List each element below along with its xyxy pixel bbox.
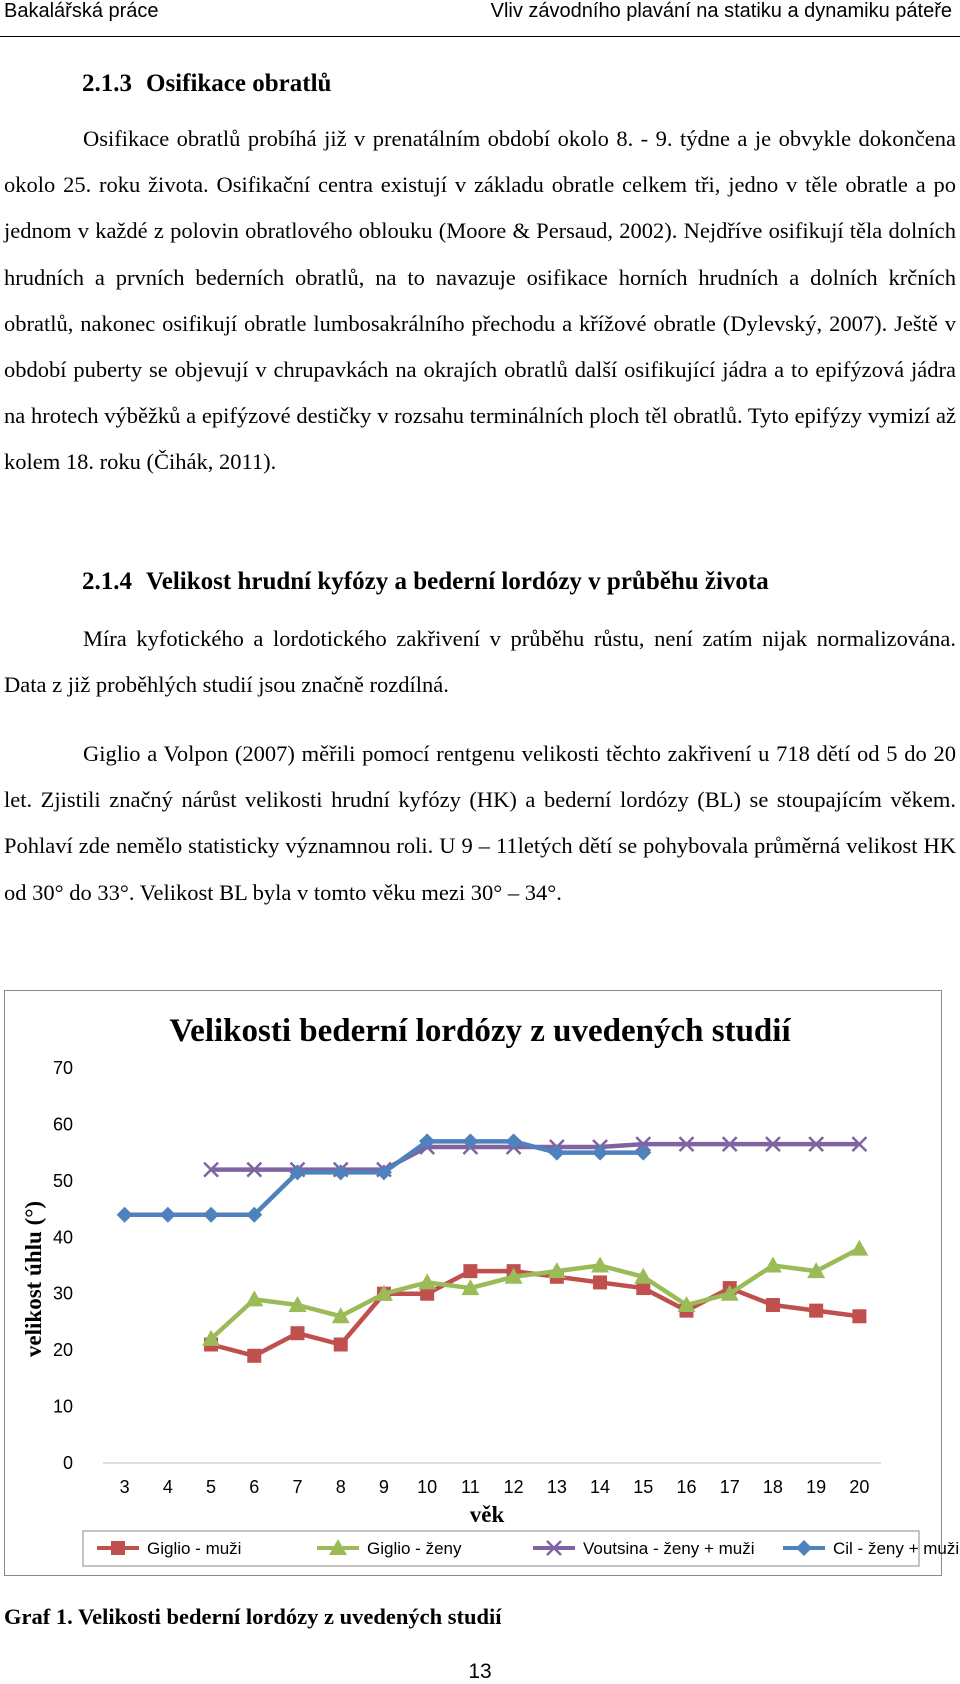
series-giglio-mu-i <box>204 1264 866 1363</box>
data-point <box>766 1298 780 1312</box>
y-tick-label: 30 <box>52 1283 73 1304</box>
x-tick-label: 8 <box>335 1477 346 1497</box>
y-tick-label: 60 <box>52 1114 73 1135</box>
legend-label: Giglio - ženy <box>367 1539 462 1558</box>
legend-label: Cil - ženy + muži <box>833 1539 960 1558</box>
data-point <box>333 1164 349 1180</box>
data-point <box>203 1207 219 1223</box>
legend-item <box>533 1539 755 1558</box>
x-tick-label: 14 <box>590 1477 611 1497</box>
chart-frame <box>4 990 960 1576</box>
y-axis-label: velikost úhlu (°) <box>21 1200 46 1358</box>
x-tick-label: 7 <box>292 1477 303 1497</box>
data-point <box>635 1145 651 1161</box>
header-left-title: Bakalářská práce <box>4 0 159 22</box>
data-point <box>334 1338 348 1352</box>
data-point <box>852 1309 866 1323</box>
lordosis-line-chart <box>5 991 960 1575</box>
y-tick-label: 40 <box>52 1227 73 1248</box>
section-number: 2.1.4 <box>82 568 132 595</box>
x-tick-label: 11 <box>461 1477 480 1497</box>
y-tick-label: 70 <box>52 1058 73 1078</box>
y-tick-label: 50 <box>52 1170 73 1191</box>
legend-item <box>783 1539 959 1558</box>
x-tick-label: 4 <box>162 1477 173 1497</box>
x-tick-label: 20 <box>849 1477 870 1497</box>
data-point <box>809 1304 823 1318</box>
x-tick-label: 6 <box>249 1477 260 1497</box>
data-point <box>291 1326 305 1340</box>
data-point <box>850 1240 868 1256</box>
section-2-1-3-paragraph: Osifikace obratlů probíhá již v prenatálním období okolo 8. - 9. týdne a je obvykle dokončena okolo 25. roku života. Osifikační centra existují v základu obratle celkem tři, jedno v těle obratle a po jednom v každé z polovin obratlového oblouku (Moore & Persaud, 2002). Nejdříve osifikují těla dolních hrudních a prvních bederních obratlů, na to navazuje osifikace horních hrudních a dolních krčních obratlů, nakonec osifikují obratle lumbosakrálního přechodu a křížové obratle (Dylevský, 2007). Ještě v období puberty se objevují v chrupavkách na okrajích obratlů další osifikující jádra a to epifýzová jádra na hrotech výběžků a epifýzové destičky v rozsahu terminálních ploch těl obratlů. Tyto epifýzy vymizí až kolem 18. roku (Čihák, 2011). <box>4 126 956 475</box>
x-tick-label: 16 <box>676 1477 697 1497</box>
section-number: 2.1.3 <box>82 70 132 97</box>
legend-label: Voutsina - ženy + muži <box>583 1539 755 1558</box>
x-tick-label: 5 <box>206 1477 217 1497</box>
x-tick-label: 12 <box>503 1477 524 1497</box>
x-tick-label: 13 <box>546 1477 567 1497</box>
legend-item <box>317 1539 462 1558</box>
data-point <box>247 1349 261 1363</box>
legend-item <box>97 1539 241 1558</box>
section-2-1-3-heading <box>82 70 331 98</box>
page-header <box>0 0 960 37</box>
x-tick-label: 18 <box>762 1477 783 1497</box>
legend-marker <box>111 1541 125 1555</box>
data-point <box>593 1275 607 1289</box>
x-tick-label: 10 <box>417 1477 438 1497</box>
section-2-1-4-paragraph-1: Míra kyfotického a lordotického zakřivení v průběhu růstu, není zatím nijak normalizována. Data z již proběhlých studií jsou značně rozdílná. <box>4 626 956 698</box>
data-point <box>160 1207 176 1223</box>
y-tick-label: 0 <box>62 1453 73 1473</box>
header-right-title: Vliv závodního plavání na statiku a dynamiku páteře <box>490 0 952 22</box>
y-tick-label: 20 <box>52 1340 73 1361</box>
section-2-1-4-paragraph-2: Giglio a Volpon (2007) měřili pomocí rentgenu velikosti těchto zakřivení u 718 dětí od 5 do 20 let. Zjistili značný nárůst velikosti hrudní kyfózy (HK) a bederní lordózy (BL) se stoupajícím věkem. Pohlaví zde nemělo statisticky významnou roli. U 9 – 11letých dětí se pohybovala průměrná velikost HK od 30° do 33°. Velikost BL byla v tomto věku mezi 30° – 34°. <box>4 741 956 905</box>
chart-title: Velikosti bederní lordózy z uvedených studií <box>169 1013 791 1049</box>
section-2-1-4-heading <box>82 568 769 596</box>
page-number: 13 <box>468 1660 492 1683</box>
section-title: Velikost hrudní kyfózy a bederní lordózy v průběhu života <box>146 568 769 595</box>
x-tick-label: 17 <box>719 1477 740 1497</box>
y-tick-label: 10 <box>52 1396 73 1417</box>
x-tick-label: 15 <box>633 1477 654 1497</box>
x-tick-label: 9 <box>378 1477 389 1497</box>
series-line <box>211 1249 859 1339</box>
data-point <box>117 1207 133 1223</box>
x-tick-label: 3 <box>119 1477 130 1497</box>
data-point <box>463 1264 477 1278</box>
section-title: Osifikace obratlů <box>146 70 332 97</box>
x-tick-label: 19 <box>806 1477 827 1497</box>
legend-marker <box>796 1540 812 1556</box>
series-line <box>211 1271 859 1356</box>
legend-label: Giglio - muži <box>147 1539 242 1558</box>
x-axis-label: věk <box>469 1502 505 1527</box>
figure-caption: Graf 1. Velikosti bederní lordózy z uvedených studií <box>4 1604 502 1629</box>
